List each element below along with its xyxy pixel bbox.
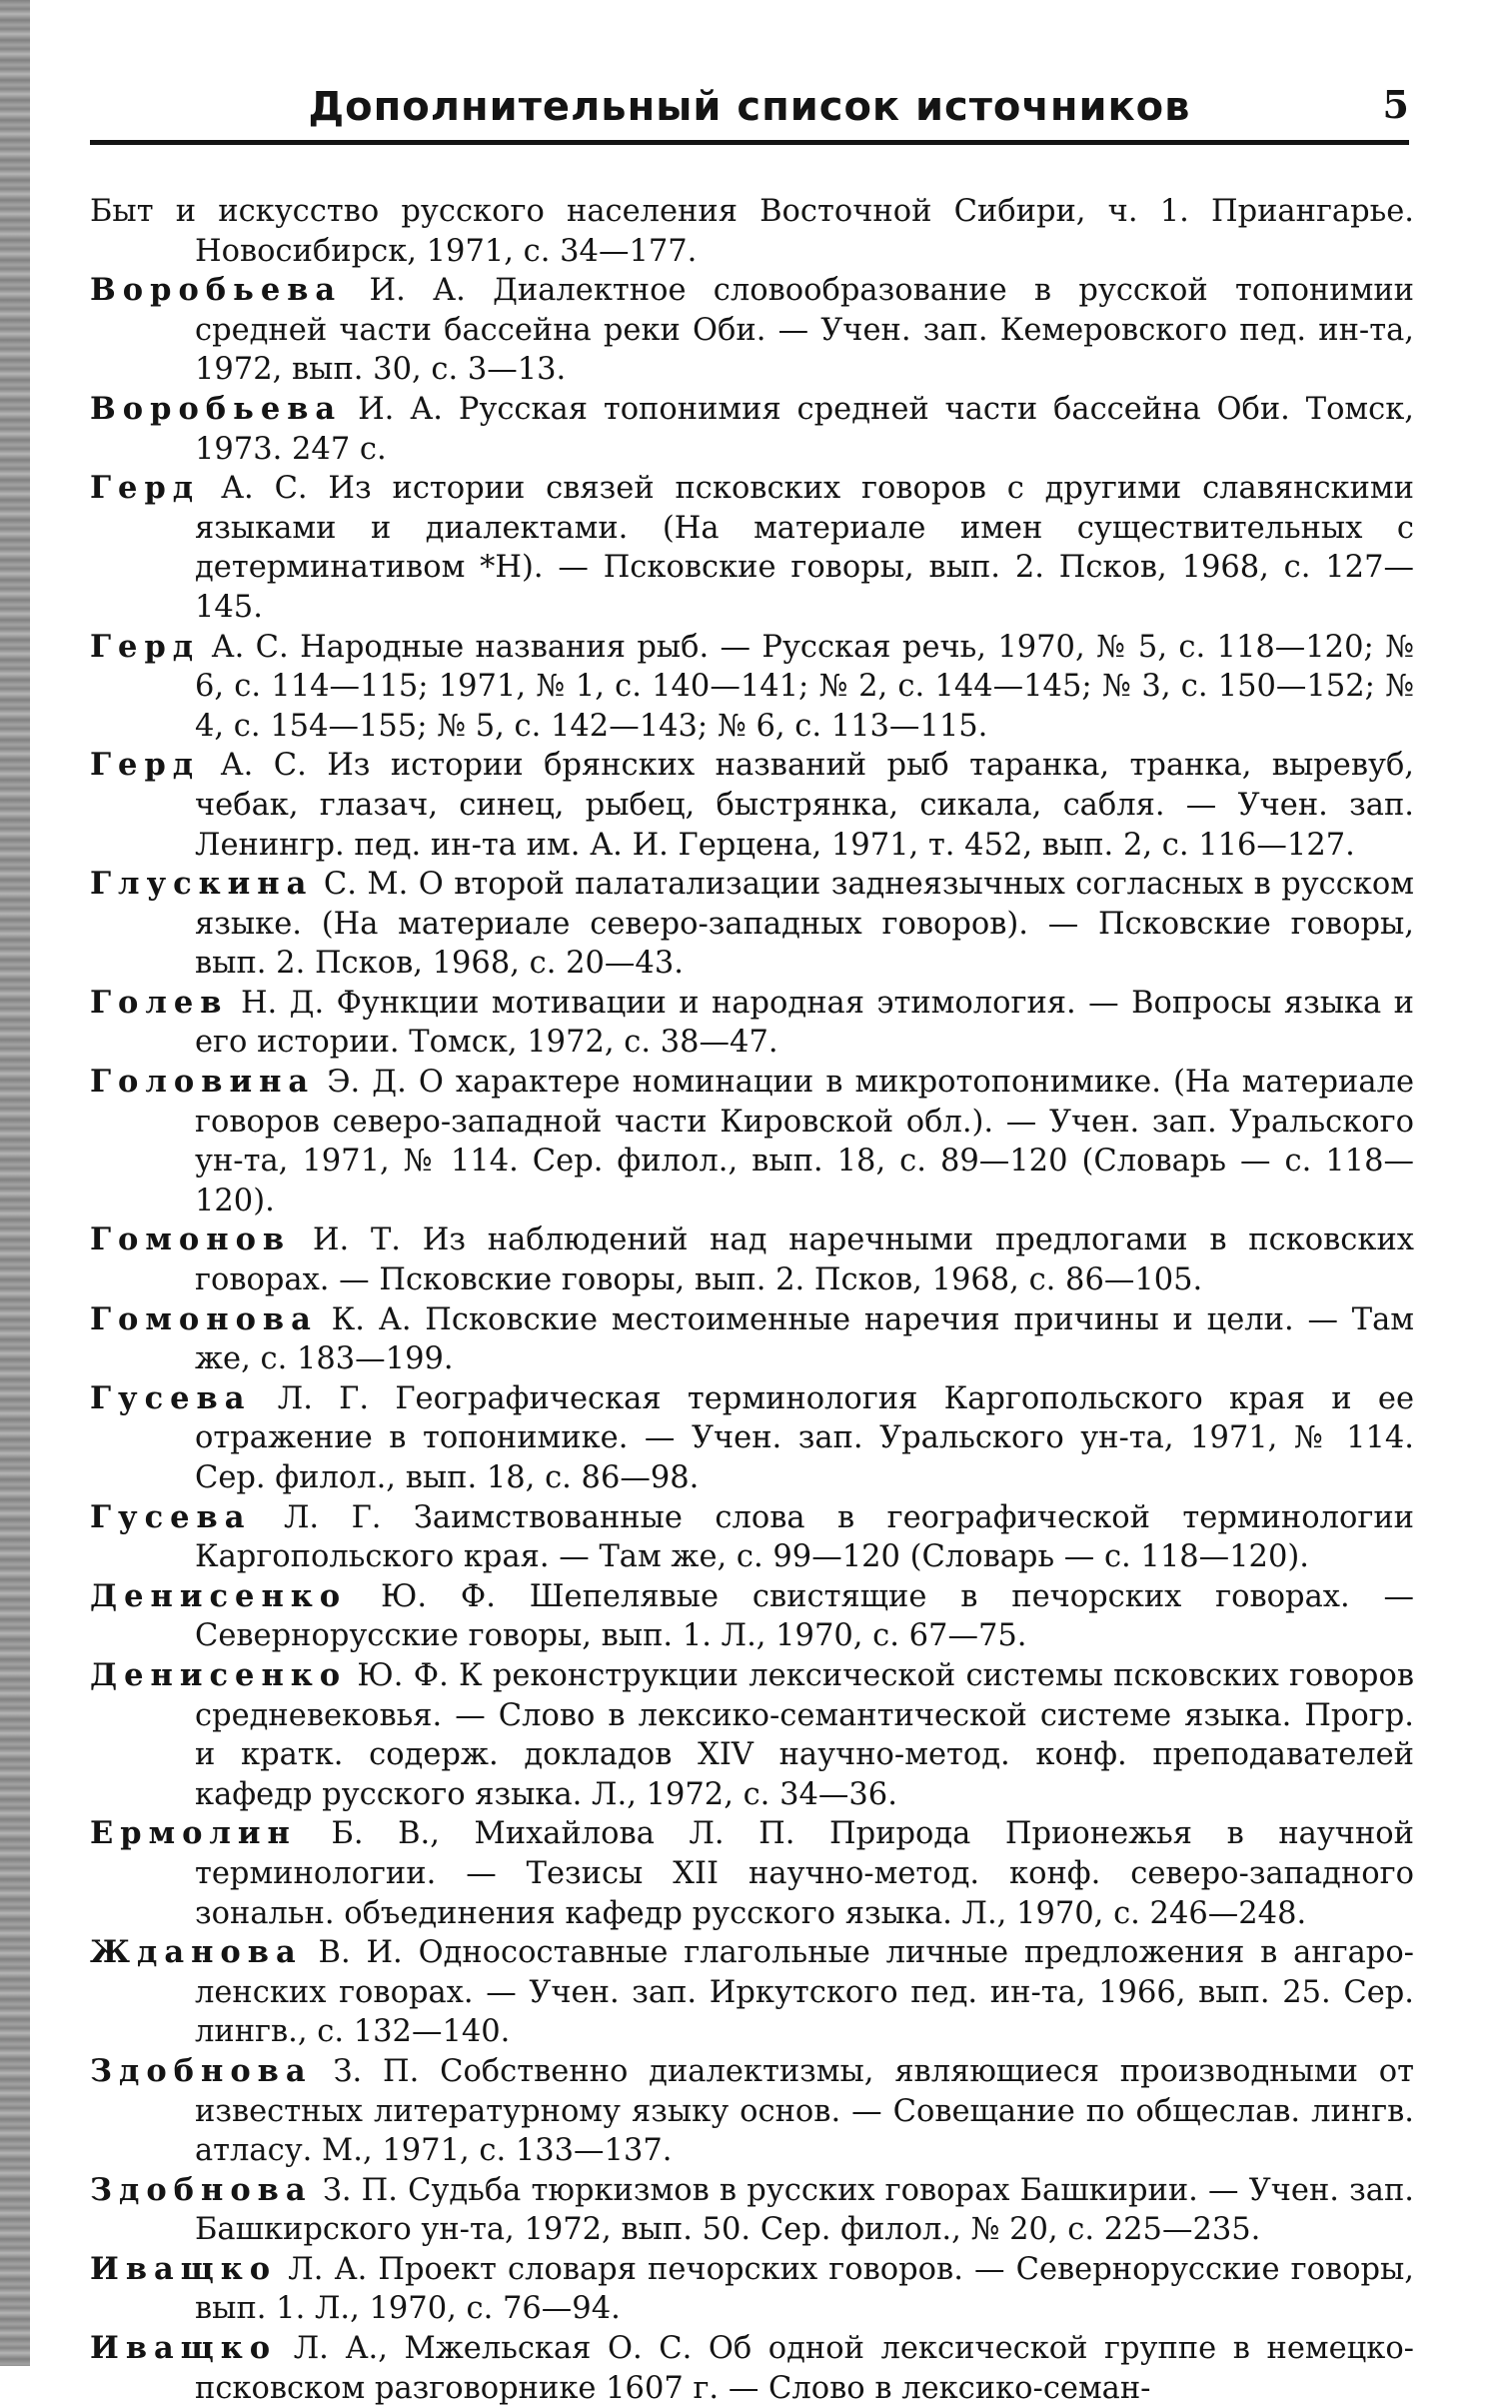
entry-text: З. П. Собственно диалектизмы, являющиеся производными от известных литературному языку основ. — Совещание по общеслав. лингв. атласу. М., 1971, с. 133—137. bbox=[195, 2053, 1414, 2169]
entry-text: И. А. Диалектное словообразование в русской топонимии средней части бассейна реки Оби. — Учен. зап. Кемеровского пед. ин-та, 1972, вып. 30, с. 3—13. bbox=[195, 273, 1414, 388]
bibliography-entry bbox=[90, 1379, 1414, 1498]
entry-author: Жданова bbox=[90, 1934, 303, 1971]
entry-text: К. А. Псковские местоименные наречия причины и цели. — Там же, с. 183—199. bbox=[195, 1301, 1414, 1377]
entry-author: Иващко bbox=[90, 2330, 278, 2367]
entry-author: Здобнова bbox=[90, 2171, 313, 2208]
entry-author: Воробьева bbox=[90, 272, 343, 309]
bibliography-entry bbox=[90, 984, 1414, 1063]
entry-text: Ю. Ф. Шепелявые свистящие в печорских говорах. — Севернорусские говоры, вып. 1. Л., 1970, с. 67—75. bbox=[195, 1578, 1414, 1654]
entry-text: Э. Д. О характере номинации в микротопонимике. (На материале говоров северо-западной части Кировской обл.). — Учен. зап. Уральского ун-та, 1971, № 114. Сер. филол., вып. 18, с. 89—120 (Словарь — с. 118—120). bbox=[195, 1065, 1414, 1218]
entry-text: Быт и искусство русского населения Восточной Сибири, ч. 1. Приангарье. Новосибирск, 1971, с. 34—177. bbox=[90, 194, 1414, 269]
entry-text: И. А. Русская топонимия средней части бассейна Оби. Томск, 1973. 247 с. bbox=[195, 391, 1414, 467]
entry-author: Головина bbox=[90, 1064, 316, 1101]
bibliography-entry bbox=[90, 271, 1414, 390]
entry-text: А. С. Народные названия рыб. — Русская речь, 1970, № 5, с. 118—120; № 6, с. 114—115; 1971, № 1, с. 140—141; № 2, с. 144—145; № 3, с. 150—152; № 4, с. 154—155; № 5, с. 142—143; № 6, с. 113—115. bbox=[195, 629, 1414, 744]
bibliography-entry bbox=[90, 1300, 1414, 1379]
entry-author: Герд bbox=[90, 470, 201, 507]
entry-author: Здобнова bbox=[90, 2052, 313, 2089]
entry-author: Глускина bbox=[90, 866, 314, 903]
entry-text: Л. Г. Географическая терминология Каргопольского края и ее отражение в топонимике. — Учен. зап. Уральского ун-та, 1971, № 114. Сер. филол., вып. 18, с. 86—98. bbox=[195, 1380, 1414, 1495]
entry-text: Ю. Ф. К реконструкции лексической системы псковских говоров средневековья. — Слово в лексико-семантической системе языка. Прогр. и кратк. содерж. докладов XIV научно-метод. конф. преподавателей кафедр русского языка. Л., 1972, с. 34—36. bbox=[195, 1657, 1414, 1812]
bibliography-entry bbox=[90, 2052, 1414, 2171]
entry-text: Б. В., Михайлова Л. П. Природа Прионежья в научной терминологии. — Тезисы XII научно-метод. конф. северо-западного зональн. объединения кафедр русского языка. Л., 1970, с. 246—248. bbox=[195, 1816, 1414, 1931]
entry-author: Гомонова bbox=[90, 1300, 318, 1337]
bibliography-entry bbox=[90, 1933, 1414, 2052]
entry-author: Иващко bbox=[90, 2250, 278, 2287]
entry-text: Л. Г. Заимствованные слова в географической терминологии Каргопольского края. — Там же, с. 99—120 (Словарь — с. 118—120). bbox=[195, 1499, 1414, 1575]
entry-text: В. И. Односоставные глагольные личные предложения в ангаро-ленских говорах. — Учен. зап. Иркутского пед. ин-та, 1966, вып. 25. Сер. лингв., с. 132—140. bbox=[195, 1935, 1414, 2050]
bibliography-entry bbox=[90, 865, 1414, 984]
page-title: Дополнительный список источников bbox=[308, 84, 1191, 130]
entry-text: Л. А., Мжельская О. С. Об одной лексической группе в немецко-псковском разговорнике 1607 г. — Слово в лексико-семан- bbox=[195, 2331, 1414, 2406]
entry-text: Л. А. Проект словаря печорских говоров. — Севернорусские говоры, вып. 1. Л., 1970, с. 76—94. bbox=[195, 2251, 1414, 2327]
entry-author: Денисенко bbox=[90, 1656, 348, 1693]
page-number: 5 bbox=[1382, 82, 1409, 127]
entry-author: Воробьева bbox=[90, 390, 343, 427]
bibliography-entry bbox=[90, 390, 1414, 469]
bibliography-entry bbox=[90, 2250, 1414, 2329]
bibliography-entry bbox=[90, 746, 1414, 865]
bibliography-entry bbox=[90, 1063, 1414, 1220]
bibliography-entry bbox=[90, 1577, 1414, 1656]
entry-author: Ермолин bbox=[90, 1815, 297, 1852]
bibliography-entry bbox=[90, 192, 1414, 271]
entry-author: Гусева bbox=[90, 1379, 252, 1416]
bibliography-entry bbox=[90, 2329, 1414, 2408]
entry-author: Денисенко bbox=[90, 1577, 348, 1614]
scan-edge-shadow bbox=[0, 0, 30, 2366]
bibliography-entry bbox=[90, 628, 1414, 747]
entry-author: Гомонов bbox=[90, 1221, 292, 1258]
page-header bbox=[90, 72, 1409, 145]
entry-author: Герд bbox=[90, 628, 201, 665]
entry-author: Голев bbox=[90, 984, 229, 1021]
entry-text: Н. Д. Функции мотивации и народная этимология. — Вопросы языка и его истории. Томск, 1972, с. 38—47. bbox=[195, 985, 1414, 1061]
entry-text: З. П. Судьба тюркизмов в русских говорах Башкирии. — Учен. зап. Башкирского ун-та, 1972, вып. 50. Сер. филол., № 20, с. 225—235. bbox=[195, 2172, 1414, 2248]
bibliography-entry bbox=[90, 1656, 1414, 1814]
bibliography-entry bbox=[90, 1814, 1414, 1933]
bibliography-entry bbox=[90, 1498, 1414, 1577]
entry-text: И. Т. Из наблюдений над наречными предлогами в псковских говорах. — Псковские говоры, вып. 2. Псков, 1968, с. 86—105. bbox=[195, 1222, 1414, 1298]
entry-text: А. С. Из истории брянских названий рыб таранка, транка, выревуб, чебак, глазач, синец, рыбец, быстрянка, сикала, сабля. — Учен. зап. Ленингр. пед. ин-та им. А. И. Герцена, 1971, т. 452, вып. 2, с. 116—127. bbox=[195, 748, 1415, 863]
entry-author: Гусева bbox=[90, 1498, 252, 1535]
bibliography-entry bbox=[90, 2171, 1414, 2250]
entry-author: Герд bbox=[90, 747, 201, 784]
bibliography-list bbox=[90, 192, 1414, 2408]
bibliography-entry bbox=[90, 469, 1414, 627]
entry-text: С. М. О второй палатализации заднеязычных согласных в русском языке. (На материале северо-западных говоров). — Псковские говоры, вып. 2. Псков, 1968, с. 20—43. bbox=[195, 867, 1414, 982]
bibliography-entry bbox=[90, 1220, 1414, 1299]
entry-text: А. С. Из истории связей псковских говоров с другими славянскими языками и диалектами. (На материале имен существительных с детерминативом *Н). — Псковские говоры, вып. 2. Псков, 1968, с. 127—145. bbox=[195, 471, 1414, 625]
